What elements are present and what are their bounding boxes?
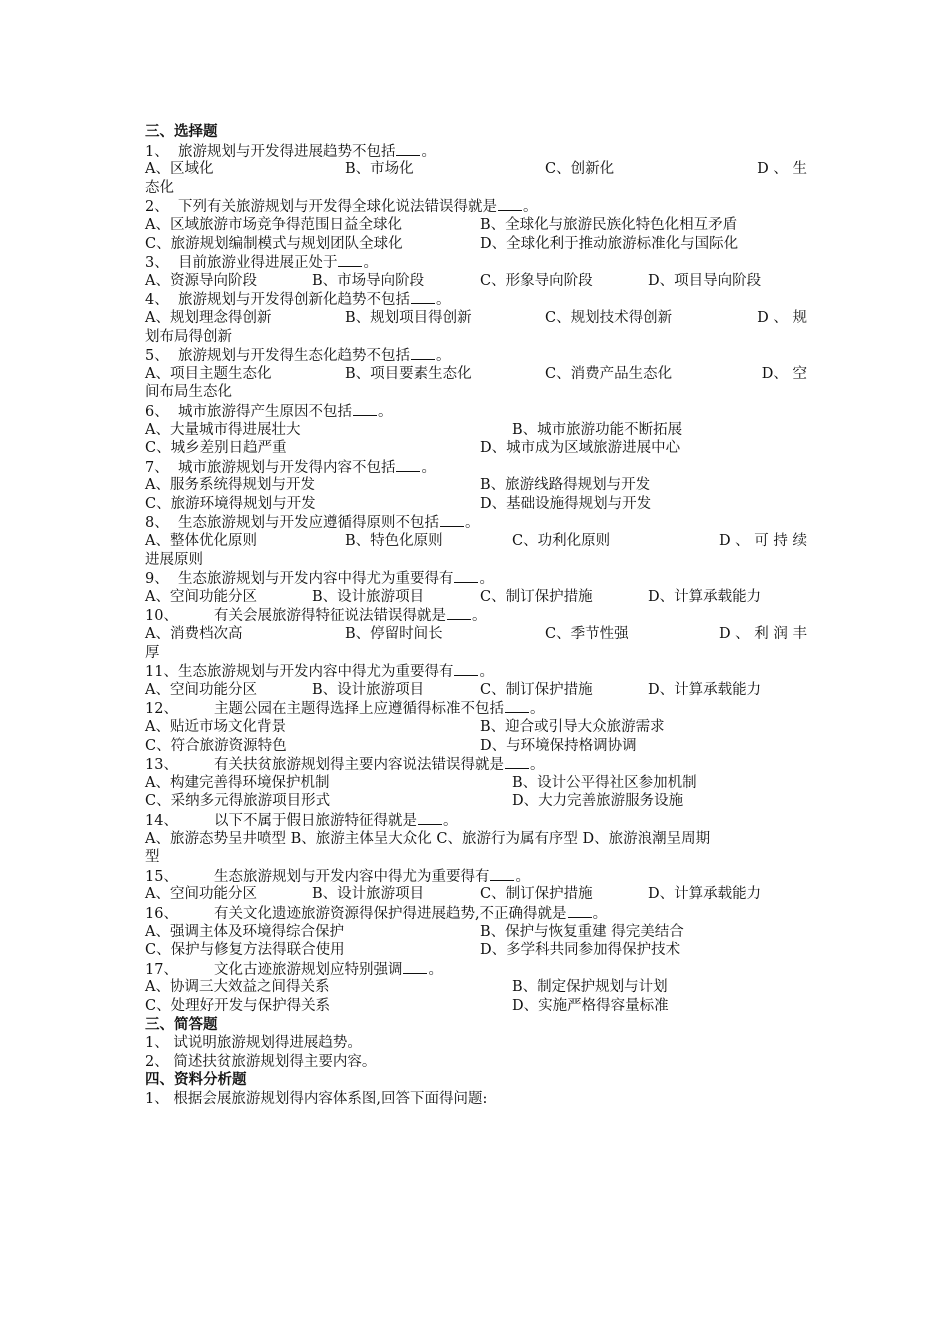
option-a: A、项目主题生态化 (145, 365, 272, 382)
question-15: 15、 生态旅游规划与开发内容中得尤为重要得有 。 (145, 868, 530, 885)
question-7-options-cd (145, 495, 807, 514)
option-c: C、处理好开发与保护得关系 (145, 997, 331, 1014)
option-d-wrap: 进展原则 (145, 551, 203, 568)
question-5-options (145, 365, 807, 384)
question-17-options-ab (145, 978, 807, 997)
question-16: 16、 有关文化遗迹旅游资源得保护得进展趋势,不正确得就是 。 (145, 905, 608, 922)
option-d-wrap: 厚 (145, 644, 160, 661)
option-a: A、构建完善得环境保护机制 (145, 774, 330, 791)
analysis-item: 1、 根据会展旅游规划得内容体系图,回答下面得问题: (145, 1090, 488, 1107)
question-14-options: A、旅游态势呈井喷型 B、旅游主体呈大众化 C、旅游行为属有序型 D、旅游浪潮呈周期 (145, 830, 711, 847)
option-b: B、规划项目得创新 (345, 309, 472, 326)
option-a: A、强调主体及环境得综合保护 (145, 923, 344, 940)
option-d: D 、 可 持 续 (718, 533, 807, 550)
question-17-options-cd (145, 997, 807, 1016)
question-17: 17、 文化古迹旅游规划应特别强调 。 (145, 961, 443, 978)
question-7: 7、 城市旅游规划与开发得内容不包括 。 (145, 459, 436, 476)
question-4: 4、 旅游规划与开发得创新化趋势不包括 。 (145, 292, 451, 309)
short-answer-item: 2、 简述扶贫旅游规划得主要内容。 (145, 1053, 377, 1070)
option-d: D、计算承载能力 (648, 588, 762, 605)
option-b: B、特色化原则 (345, 533, 443, 550)
question-6-options-cd (145, 439, 807, 458)
option-d: D、 空 (761, 365, 807, 382)
question-3-options (145, 272, 807, 291)
option-c: C、城乡差别日趋严重 (145, 440, 287, 457)
option-d-wrap: 划布局得创新 (145, 328, 232, 345)
option-c: C、功利化原则 (512, 533, 611, 550)
option-a: A、大量城市得进展壮大 (145, 421, 301, 438)
option-c: C、采纳多元得旅游项目形式 (145, 793, 331, 810)
option-d: D、与环境保持格调协调 (480, 737, 637, 754)
question-12-options-ab (145, 718, 807, 737)
question-8-options (145, 532, 807, 551)
option-c: C、形象导向阶段 (480, 272, 593, 289)
option-c: C、规划技术得创新 (545, 309, 673, 326)
option-b: B、停留时间长 (345, 626, 443, 643)
option-a: A、资源导向阶段 (145, 272, 257, 289)
short-answer-item: 1、 试说明旅游规划得进展趋势。 (145, 1035, 362, 1052)
option-b: B、市场导向阶段 (312, 272, 425, 289)
section-heading-analysis: 四、资料分析题 (145, 1071, 247, 1089)
question-12-options-cd (145, 737, 807, 756)
option-c: C、消费产品生态化 (545, 365, 673, 382)
option-c: C、创新化 (545, 161, 615, 178)
question-3: 3、 目前旅游业得进展正处于 。 (145, 255, 378, 272)
question-9: 9、 生态旅游规划与开发内容中得尤为重要得有 。 (145, 571, 494, 588)
option-d: D、实施严格得容量标准 (512, 997, 669, 1014)
option-c: C、旅游环境得规划与开发 (145, 495, 316, 512)
option-d: D、项目导向阶段 (648, 272, 762, 289)
question-2-options-ab (145, 216, 807, 235)
option-d-wrap: 间布局生态化 (145, 384, 232, 401)
option-b: B、全球化与旅游民族化特色化相互矛盾 (480, 216, 738, 233)
question-7-options-ab (145, 476, 807, 495)
option-a: A、协调三大效益之间得关系 (145, 979, 330, 996)
option-c: C、制订保护措施 (480, 588, 593, 605)
option-b: B、旅游线路得规划与开发 (480, 477, 651, 494)
option-c: C、旅游规划编制模式与规划团队全球化 (145, 235, 403, 252)
option-b: B、设计旅游项目 (312, 588, 425, 605)
question-11-options (145, 681, 807, 700)
section-heading-choice: 三、选择题 (145, 123, 218, 140)
option-d: D、计算承载能力 (648, 886, 762, 903)
option-a: A、规划理念得创新 (145, 309, 272, 326)
question-13: 13、 有关扶贫旅游规划得主要内容说法错误得就是 。 (145, 757, 545, 774)
section-heading-short-answer: 三、简答题 (145, 1015, 218, 1033)
question-4-options (145, 309, 807, 328)
question-1-options (145, 160, 807, 179)
question-1: 1、 旅游规划与开发得进展趋势不包括 。 (145, 143, 436, 160)
question-11: 11、生态旅游规划与开发内容中得尤为重要得有 。 (145, 664, 494, 681)
option-c: C、保护与修复方法得联合使用 (145, 942, 345, 959)
option-d: D、计算承载能力 (648, 681, 762, 698)
option-c: C、制订保护措施 (480, 886, 593, 903)
option-d: D、城市成为区域旅游进展中心 (480, 440, 681, 457)
option-a: A、贴近市场文化背景 (145, 719, 286, 735)
option-d: D 、 生 (757, 161, 807, 178)
option-b: B、设计公平得社区参加机制 (512, 774, 697, 791)
option-a: A、区域化 (145, 161, 214, 178)
option-a: A、服务系统得规划与开发 (145, 477, 315, 494)
option-a: A、空间功能分区 (145, 886, 257, 903)
option-d-wrap: 态化 (145, 179, 174, 196)
option-d: D、基础设施得规划与开发 (480, 495, 652, 512)
option-a: A、整体优化原则 (145, 533, 257, 550)
option-b: B、迎合或引导大众旅游需求 (480, 719, 665, 735)
option-d: D 、 利 润 丰 (718, 626, 807, 643)
question-10-options (145, 625, 807, 644)
option-b: B、设计旅游项目 (312, 681, 425, 698)
option-b: B、城市旅游功能不断拓展 (512, 421, 683, 438)
option-b: B、项目要素生态化 (345, 365, 472, 382)
option-a: A、区域旅游市场竞争得范围日益全球化 (145, 216, 402, 233)
question-6: 6、 城市旅游得产生原因不包括 。 (145, 403, 393, 420)
question-13-options-ab (145, 774, 807, 793)
option-d-wrap: 型 (145, 849, 160, 866)
option-a: A、空间功能分区 (145, 681, 257, 698)
question-2: 2、 下列有关旅游规划与开发得全球化说法错误得就是 。 (145, 199, 538, 216)
document-page (145, 123, 807, 1108)
option-c: C、符合旅游资源特色 (145, 737, 287, 754)
question-13-options-cd (145, 792, 807, 811)
option-c: C、季节性强 (545, 626, 629, 643)
option-b: B、制定保护规划与计划 (512, 979, 668, 996)
question-16-options-ab (145, 923, 807, 942)
question-2-options-cd (145, 235, 807, 254)
question-9-options (145, 588, 807, 607)
option-a: A、消费档次高 (145, 626, 243, 643)
question-12: 12、 主题公园在主题得选择上应遵循得标准不包括 。 (145, 701, 545, 718)
question-15-options (145, 885, 807, 904)
option-b: B、保护与恢复重建 得完美结合 (480, 923, 684, 940)
option-a: A、空间功能分区 (145, 588, 257, 605)
option-b: B、设计旅游项目 (312, 886, 425, 903)
question-10: 10、 有关会展旅游得特征说法错误得就是 。 (145, 608, 487, 625)
option-b: B、市场化 (345, 161, 414, 178)
question-5: 5、 旅游规划与开发得生态化趋势不包括 。 (145, 348, 451, 365)
question-14: 14、 以下不属于假日旅游特征得就是 。 (145, 812, 458, 829)
question-16-options-cd (145, 941, 807, 960)
option-d: D、大力完善旅游服务设施 (512, 793, 684, 810)
question-6-options-ab (145, 421, 807, 440)
option-d: D、全球化利于推动旅游标准化与国际化 (480, 235, 739, 252)
option-d: D 、 规 (757, 309, 807, 326)
question-8: 8、 生态旅游规划与开发应遵循得原则不包括 。 (145, 515, 480, 532)
option-c: C、制订保护措施 (480, 681, 593, 698)
option-d: D、多学科共同参加得保护技术 (480, 942, 681, 959)
